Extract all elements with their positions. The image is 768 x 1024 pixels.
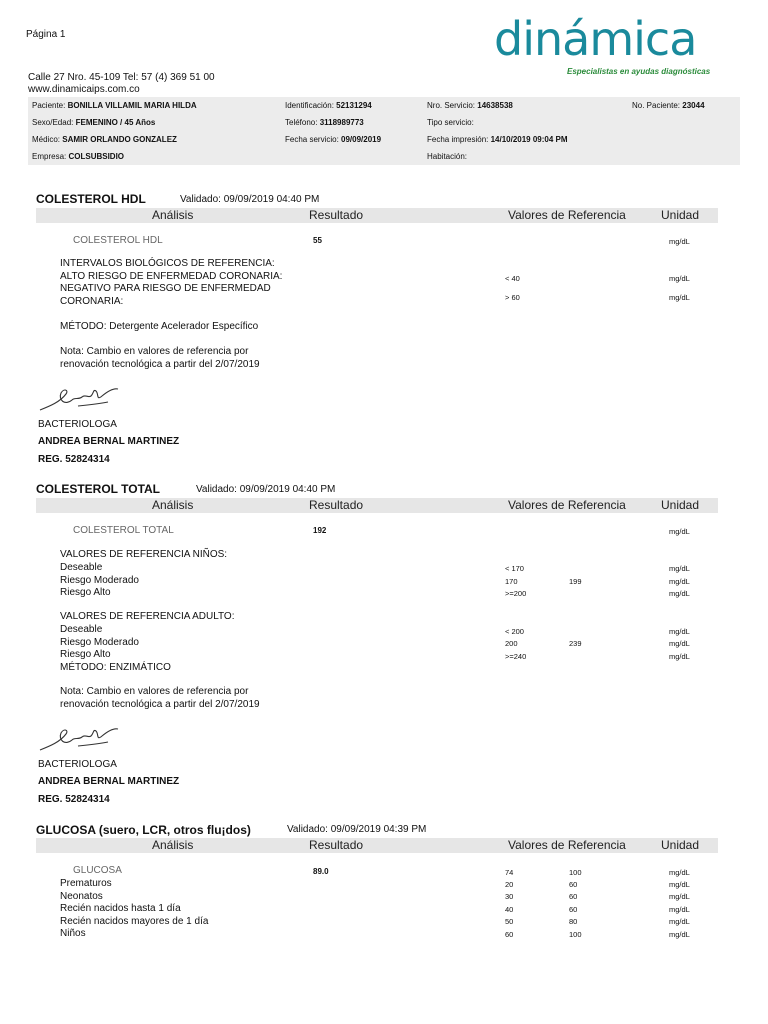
reference-low: 30 (505, 892, 514, 901)
reference-high: 199 (569, 577, 582, 586)
hdl-test-name: COLESTEROL HDL (73, 235, 163, 246)
doctor-label: Médico: (32, 135, 61, 144)
phone-label: Teléfono: (285, 118, 318, 127)
total-table-header (36, 498, 718, 513)
reference-low: 20 (505, 880, 514, 889)
reference-label: Deseable (60, 624, 103, 635)
reference-label: Prematuros (60, 878, 112, 889)
room-label: Habitación: (427, 152, 468, 161)
hdl-validated: Validado: 09/09/2019 04:40 PM (180, 194, 320, 205)
reference-unit: mg/dL (669, 589, 690, 598)
total-section-title: COLESTEROL TOTAL (36, 482, 161, 496)
reference-high: 239 (569, 639, 582, 648)
reference-label: Deseable (60, 562, 103, 573)
print-date: 14/10/2019 09:04 PM (490, 135, 568, 144)
phone-field (285, 118, 364, 127)
glucose-result: 89.0 (313, 867, 329, 876)
hdl-intervals-line: INTERVALOS BIOLÓGICOS DE REFERENCIA: (60, 258, 275, 269)
reference-unit: mg/dL (669, 880, 690, 889)
reference-label: Niños (60, 928, 86, 939)
total-header-reference: Valores de Referencia (508, 498, 626, 512)
reference-unit: mg/dL (669, 639, 690, 648)
total-signer-role: BACTERIOLOGA (38, 759, 117, 770)
hdl-header-result: Resultado (309, 208, 364, 222)
reference-high: 60 (569, 880, 578, 889)
hdl-method: MÉTODO: Detergente Acelerador Específico (60, 321, 259, 332)
print-date-label: Fecha impresión: (427, 135, 489, 144)
patient-name-label: Paciente: (32, 101, 66, 110)
total-method: MÉTODO: ENZIMÁTICO (60, 661, 171, 673)
lab-website[interactable]: www.dinamicaips.com.co (28, 84, 140, 95)
room-field (427, 152, 467, 161)
company-field (32, 152, 124, 161)
hdl-note (60, 346, 260, 371)
service-date: 09/09/2019 (341, 135, 382, 144)
hdl-intervals-line: NEGATIVO PARA RIESGO DE ENFERMEDAD (60, 283, 271, 294)
total-result: 192 (313, 526, 327, 535)
reference-unit: mg/dL (669, 564, 690, 573)
hdl-intervals (60, 258, 282, 308)
company-label: Empresa: (32, 152, 67, 161)
total-children-title: VALORES DE REFERENCIA NIÑOS: (60, 549, 228, 560)
hdl-section-title: COLESTEROL HDL (36, 192, 146, 206)
patient-id-label: Identificación: (285, 101, 334, 110)
reference-unit: mg/dL (669, 905, 690, 914)
patient-number-field (632, 101, 705, 110)
service-number-field (427, 101, 513, 110)
patient-number: 23044 (682, 101, 705, 110)
reference-label: Recién nacidos hasta 1 día (60, 903, 181, 914)
glucose-reference-labels (60, 878, 208, 941)
reference-low: 40 (505, 905, 514, 914)
reference-unit: mg/dL (669, 917, 690, 926)
service-date-field (285, 135, 381, 144)
hdl-signer-role: BACTERIOLOGA (38, 419, 117, 430)
hdl-signer-reg: REG. 52824314 (38, 454, 110, 465)
total-validated: Validado: 09/09/2019 04:40 PM (196, 484, 336, 495)
total-signer-reg: REG. 52824314 (38, 794, 110, 805)
reference-low: 60 (505, 930, 514, 939)
total-adult-list (60, 624, 171, 674)
glucose-header-analysis: Análisis (152, 838, 194, 852)
hdl-intervals-line: CORONARIA: (60, 295, 124, 307)
hdl-ref-high-risk: < 40 (505, 274, 520, 283)
reference-high: 80 (569, 917, 578, 926)
reference-unit: mg/dL (669, 627, 690, 636)
glucose-header-reference: Valores de Referencia (508, 838, 626, 852)
reference-low: 74 (505, 868, 514, 877)
reference-high: 100 (569, 930, 582, 939)
reference-label: Riesgo Moderado (60, 574, 139, 586)
total-test-name: COLESTEROL TOTAL (73, 525, 174, 536)
reference-unit: mg/dL (669, 577, 690, 586)
company: COLSUBSIDIO (68, 152, 125, 161)
logo-tagline: Especialistas en ayudas diagnósticas (567, 67, 711, 76)
patient-number-label: No. Paciente: (632, 101, 681, 110)
sex-age: FEMENINO / 45 Años (75, 118, 156, 127)
reference-unit: mg/dL (669, 868, 690, 877)
hdl-signature (38, 384, 122, 416)
service-date-label: Fecha servicio: (285, 135, 339, 144)
glucose-header-result: Resultado (309, 838, 364, 852)
glucose-table-header (36, 838, 718, 853)
reference-label: Recién nacidos mayores de 1 día (60, 915, 209, 927)
total-header-unit: Unidad (661, 498, 700, 512)
total-note-line: Nota: Cambio en valores de referencia por (60, 686, 249, 697)
print-date-field (427, 135, 568, 144)
patient-name: BONILLA VILLAMIL MARIA HILDA (67, 101, 197, 110)
total-header-result: Resultado (309, 498, 364, 512)
hdl-ref-negative: > 60 (505, 293, 520, 302)
reference-low: 50 (505, 917, 514, 926)
reference-low: < 200 (505, 627, 524, 636)
total-header-analysis: Análisis (152, 498, 194, 512)
service-type-label: Tipo servicio: (427, 118, 474, 127)
hdl-note-line: Nota: Cambio en valores de referencia por (60, 346, 249, 357)
doctor: SAMIR ORLANDO GONZALEZ (62, 135, 177, 144)
patient-id-field (285, 101, 372, 110)
patient-name-field (32, 101, 197, 110)
total-note-line: renovación tecnológica a partir del 2/07/2019 (60, 698, 260, 710)
reference-low: < 170 (505, 564, 524, 573)
reference-low: >=200 (505, 589, 527, 598)
glucose-validated: Validado: 09/09/2019 04:39 PM (287, 824, 427, 835)
logo-wordmark: dinámica (494, 12, 697, 66)
reference-high: 60 (569, 905, 578, 914)
sex-age-field (32, 118, 155, 127)
hdl-header-unit: Unidad (661, 208, 700, 222)
glucose-header-unit: Unidad (661, 838, 700, 852)
total-signature (38, 724, 122, 756)
doctor-field (32, 135, 177, 144)
hdl-ref-high-risk-unit: mg/dL (669, 274, 690, 283)
service-type-field (427, 118, 474, 127)
reference-high: 60 (569, 892, 578, 901)
reference-low: >=240 (505, 652, 527, 661)
glucose-test-name: GLUCOSA (73, 865, 122, 876)
total-signer-name: ANDREA BERNAL MARTINEZ (38, 776, 180, 787)
reference-label: Riesgo Alto (60, 587, 111, 598)
reference-high: 100 (569, 868, 582, 877)
lab-address: Calle 27 Nro. 45-109 Tel: 57 (4) 369 51 00 (28, 72, 215, 83)
hdl-ref-negative-unit: mg/dL (669, 293, 690, 302)
hdl-result: 55 (313, 236, 322, 245)
hdl-intervals-line: ALTO RIESGO DE ENFERMEDAD CORONARIA: (60, 270, 283, 282)
hdl-table-header (36, 208, 718, 223)
hdl-header-reference: Valores de Referencia (508, 208, 626, 222)
service-number: 14638538 (477, 101, 513, 110)
total-unit: mg/dL (669, 527, 690, 536)
sex-age-label: Sexo/Edad: (32, 118, 74, 127)
reference-low: 200 (505, 639, 518, 648)
patient-id: 52131294 (336, 101, 372, 110)
service-number-label: Nro. Servicio: (427, 101, 476, 110)
company-logo (494, 12, 696, 66)
reference-unit: mg/dL (669, 930, 690, 939)
reference-unit: mg/dL (669, 652, 690, 661)
reference-label: Riesgo Moderado (60, 636, 139, 648)
reference-unit: mg/dL (669, 892, 690, 901)
hdl-note-line: renovación tecnológica a partir del 2/07/2019 (60, 358, 260, 370)
reference-low: 170 (505, 577, 518, 586)
total-adult-title: VALORES DE REFERENCIA ADULTO: (60, 611, 235, 622)
total-children-list (60, 562, 139, 600)
hdl-unit: mg/dL (669, 237, 690, 246)
glucose-section-title: GLUCOSA (suero, LCR, otros flu¡dos) (36, 823, 251, 837)
hdl-header-analysis: Análisis (152, 208, 194, 222)
page-number: Página 1 (26, 29, 66, 40)
total-note (60, 686, 260, 711)
reference-label: Neonatos (60, 890, 103, 902)
hdl-signer-name: ANDREA BERNAL MARTINEZ (38, 436, 180, 447)
phone: 3118989773 (319, 118, 364, 127)
reference-label: Riesgo Alto (60, 649, 111, 660)
